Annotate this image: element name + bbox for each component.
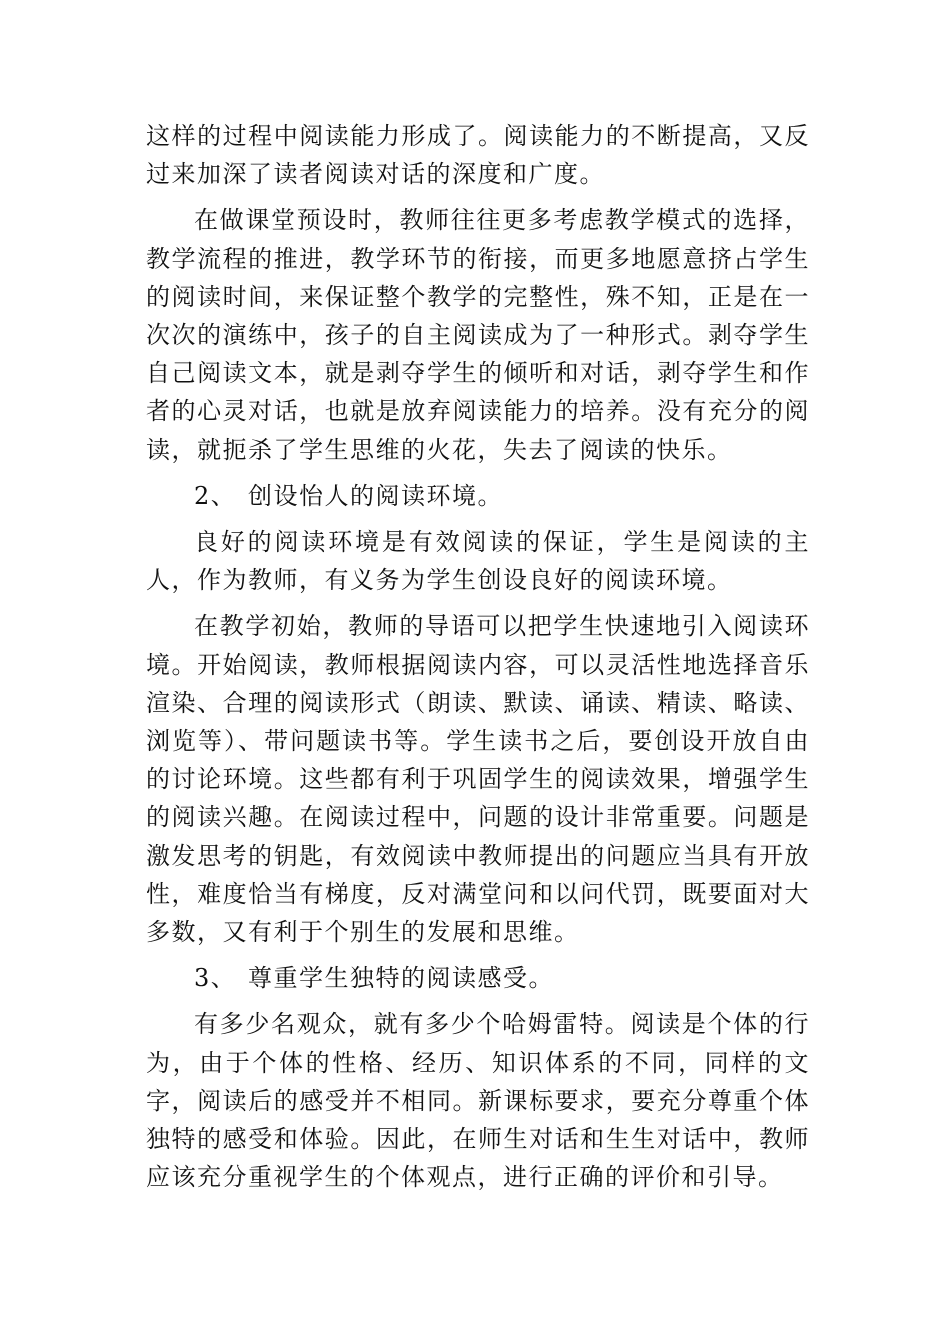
section-number-3: 3、 [194, 964, 237, 993]
document-body [146, 117, 810, 1196]
section-heading-2 [146, 477, 810, 515]
section-title-3: 尊重学生独特的阅读感受。 [248, 964, 554, 993]
paragraph-lesson-preset: 在做课堂预设时，教师往往更多考虑教学模式的选择，教学流程的推进，教学环节的衔接，而更多地愿意挤占学生的阅读时间，来保证整个教学的完整性，殊不知，正是在一次次的演练中，孩子的自主阅读成为了一种形式。剥夺学生自己阅读文本，就是剥夺学生的倾听和对话，剥夺学生和作者的心灵对话，也就是放弃阅读能力的培养。没有充分的阅读，就扼杀了学生思维的火花，失去了阅读的快乐。 [146, 206, 810, 464]
paragraph-hamlet: 有多少名观众，就有多少个哈姆雷特。阅读是个体的行为，由于个体的性格、经历、知识体系的不同，同样的文字，阅读后的感受并不相同。新课标要求，要充分尊重个体独特的感受和体验。因此，在师生对话和生生对话中，教师应该充分重视学生的个体观点，进行正确的评价和引导。 [146, 1010, 810, 1192]
paragraph-teaching-start: 在教学初始，教师的导语可以把学生快速地引入阅读环境。开始阅读，教师根据阅读内容，可以灵活性地选择音乐渲染、合理的阅读形式（朗读、默读、诵读、精读、略读、浏览等）、带问题读书等。学生读书之后，要创设开放自由的讨论环境。这些都有利于巩固学生的阅读效果，增强学生的阅读兴趣。在阅读过程中，问题的设计非常重要。问题是激发思考的钥匙，有效阅读中教师提出的问题应当具有开放性，难度恰当有梯度，反对满堂问和以问代罚，既要面对大多数，又有利于个别生的发展和思维。 [146, 612, 810, 947]
section-heading-3 [146, 959, 810, 997]
paragraph-reading-environment: 良好的阅读环境是有效阅读的保证，学生是阅读的主人，作为教师，有义务为学生创设良好的阅读环境。 [146, 528, 810, 595]
paragraph-continuation: 这样的过程中阅读能力形成了。阅读能力的不断提高，又反过来加深了读者阅读对话的深度和广度。 [146, 122, 810, 189]
section-number-2: 2、 [194, 481, 237, 510]
section-title-2: 创设怡人的阅读环境。 [248, 481, 503, 510]
